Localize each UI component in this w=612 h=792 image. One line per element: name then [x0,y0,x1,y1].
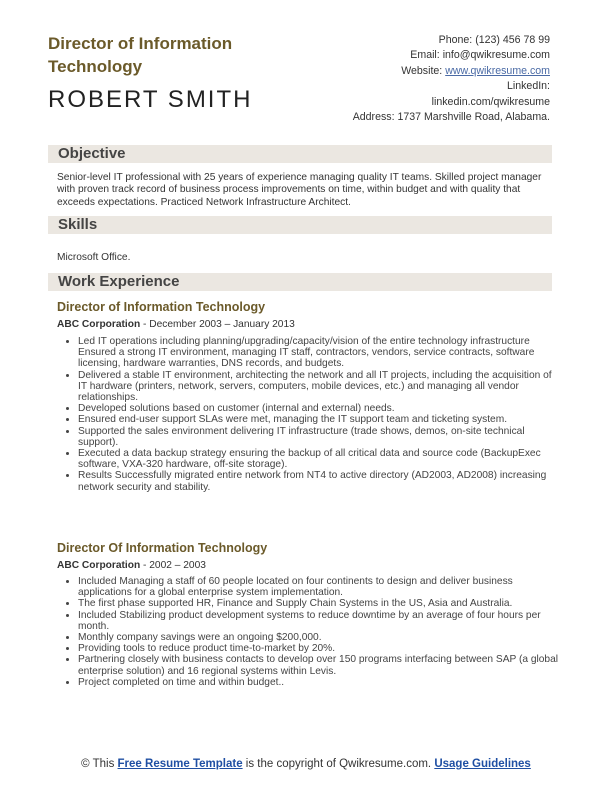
footer-middle: is the copyright of Qwikresume.com. [242,758,435,770]
contact-email [310,48,550,63]
list-item: • Project completed on time and within budget.. [78,677,562,688]
website-link[interactable]: www.qwikresume.com [445,64,550,77]
list-item: • The first phase supported HR, Finance and Supply Chain Systems in the US, Asia and Australia. [78,598,562,609]
job-bullets-1 [62,336,562,493]
list-item: • Providing tools to reduce product time-to-market by 20%. [78,643,562,654]
list-item: • Included Stabilizing product development systems to reduce downtime by an average of four hours per month. [78,610,562,632]
list-item: • Partnering closely with business contacts to develop over 150 programs interfacing between SAP (a global enterprise solution) and 16 regional systems within Levis. [78,654,562,676]
work-heading: Work Experience [58,273,180,290]
email-label: Email: [410,49,440,62]
skills-text: Microsoft Office. [57,252,131,263]
job-bullets-2 [62,576,562,688]
list-item: • Results Successfully migrated entire network from NT4 to active directory (AD2003, AD2008) increasing network security and stability. [78,470,562,492]
contact-address [310,110,550,125]
list-item: • Supported the sales environment delivering IT infrastructure (trade shows, demos, on-site technical support). [78,426,562,448]
objective-text: Senior-level IT professional with 25 years of experience managing quality IT teams. Skilled project manager with proven track record of business process improvements on time, within budget and with quality that exceeds expectations. Practiced Network Infrastructure Architect. [57,172,542,208]
job-title-1: Director of Information Technology [57,300,266,314]
list-item: • Monthly company savings were an ongoing $200,000. [78,632,562,643]
list-item: • Developed solutions based on customer (internal and external) needs. [78,403,562,414]
job-company-1: ABC Corporation [57,319,141,330]
contact-phone [310,33,550,48]
list-item: • Included Managing a staff of 60 people located on four continents to design and deliver business applications for a global enterprise system implementation. [78,576,562,598]
job-title: Director of Information Technology [48,34,233,76]
free-resume-template-link[interactable]: Free Resume Template [117,758,243,770]
email-value: info@qwikresume.com [442,49,550,62]
work-section-bar [48,273,552,291]
linkedin-label: LinkedIn: [507,80,550,93]
footer [48,757,564,771]
objective-heading: Objective [58,145,126,162]
list-item: • Delivered a stable IT environment, architecting the network and all IT projects, including the acquisition of IT hardware (printers, network, servers, computers, mobile devices, etc.) and managing all vendor relationships. [78,370,562,404]
footer-prefix: © This [81,758,118,770]
contact-website [310,64,550,79]
linkedin-value: linkedin.com/qwikresume [431,95,550,108]
website-label: Website: [401,64,443,77]
usage-guidelines-link[interactable]: Usage Guidelines [434,758,531,770]
skills-heading: Skills [58,216,98,233]
skills-section-bar [48,216,552,234]
job-dates-2: - 2002 – 2003 [140,560,206,571]
address-value: 1737 Marshville Road, Alabama. [397,111,550,124]
job-company-line-2 [57,560,206,571]
list-item: • Led IT operations including planning/upgrading/capacity/vision of the entire technology infrastructure Ensured a strong IT environment, managing IT staff, contractors, vendors, service contracts, software licensing, hardware warranties, DNS records, and budgets. [78,336,562,370]
objective-section-bar [48,145,552,163]
job-title-2: Director Of Information Technology [57,541,268,555]
job-company-line-1 [57,319,295,330]
list-item: • Ensured end-user support SLAs were met, managing the IT support team and ticketing system. [78,414,562,425]
list-item: • Executed a data backup strategy ensuring the backup of all critical data and source code (BackupExec software, VXA-320 hardware, off-site storage). [78,448,562,470]
contact-block [310,33,550,125]
job-company-2: ABC Corporation [57,560,141,571]
job-dates-1: - December 2003 – January 2013 [140,319,295,330]
address-label: Address: [352,111,395,124]
candidate-name: ROBERT SMITH [48,86,253,113]
phone-label: Phone: [438,34,473,46]
phone-value: (123) 456 78 99 [475,34,550,46]
